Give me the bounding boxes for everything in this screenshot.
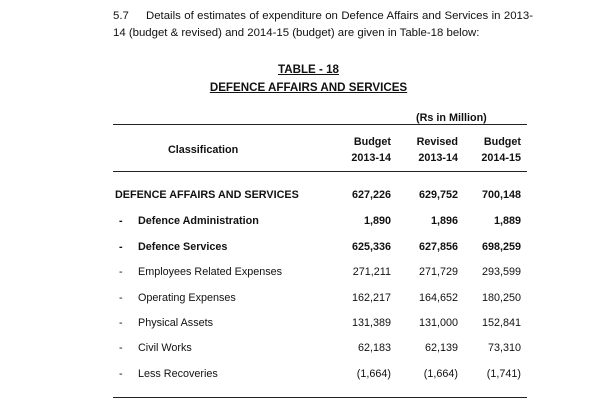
table-bottom-rule	[113, 397, 527, 398]
row-value-budget-2014-15: (1,741)	[486, 368, 521, 380]
header-revised-2013-14: Revised 2013-14	[416, 136, 458, 164]
row-value-budget-2013-14: 625,336	[351, 241, 391, 253]
row-value-revised-2013-14: 164,652	[418, 292, 458, 304]
header-budget-2013-14: Budget 2013-14	[351, 136, 391, 164]
row-label: Employees Related Expenses	[138, 266, 283, 278]
row-dash: -	[119, 292, 123, 304]
row-value-revised-2013-14: 131,000	[418, 317, 458, 329]
row-label: Defence Services	[138, 241, 228, 253]
table-row	[0, 241, 600, 257]
row-label: Civil Works	[138, 342, 192, 354]
paragraph-number: 5.7	[113, 10, 129, 22]
row-value-budget-2013-14: 131,389	[351, 317, 391, 329]
row-value-budget-2013-14: 1,890	[363, 215, 391, 227]
header-classification: Classification	[168, 144, 239, 156]
row-value-budget-2013-14: 162,217	[351, 292, 391, 304]
row-value-revised-2013-14: 629,752	[418, 189, 458, 201]
row-value-budget-2013-14: 62,183	[357, 342, 391, 354]
table-row	[0, 189, 600, 205]
header-bottom-rule	[113, 171, 527, 172]
row-label: DEFENCE AFFAIRS AND SERVICES	[115, 189, 299, 201]
intro-paragraph	[113, 8, 533, 42]
row-dash: -	[119, 342, 123, 354]
row-dash: -	[119, 368, 123, 380]
row-value-budget-2014-15: 1,889	[493, 215, 521, 227]
row-dash: -	[119, 266, 123, 278]
row-value-budget-2014-15: 293,599	[481, 266, 521, 278]
row-value-budget-2013-14: 627,226	[351, 189, 391, 201]
table-row	[0, 266, 600, 282]
paragraph-text: Details of estimates of expenditure on Defence Affairs and Services in 2013-14 (budget & revised) and 2014-15 (budget) are given in Table-18 below:	[113, 10, 533, 39]
table-subtitle: DEFENCE AFFAIRS AND SERVICES	[209, 81, 408, 94]
table-row	[0, 215, 600, 231]
unit-label: (Rs in Million)	[416, 112, 487, 124]
row-value-budget-2014-15: 73,310	[487, 342, 521, 354]
row-value-revised-2013-14: 627,856	[418, 241, 458, 253]
table-top-rule	[113, 124, 527, 125]
row-value-revised-2013-14: 62,139	[424, 342, 458, 354]
row-value-revised-2013-14: (1,664)	[423, 368, 458, 380]
row-dash: -	[119, 215, 123, 227]
row-value-budget-2013-14: (1,664)	[356, 368, 391, 380]
row-value-budget-2014-15: 152,841	[481, 317, 521, 329]
table-row	[0, 342, 600, 358]
table-row	[0, 317, 600, 333]
row-value-budget-2013-14: 271,211	[352, 266, 391, 278]
row-label: Defence Administration	[138, 215, 259, 227]
row-label: Less Recoveries	[138, 368, 218, 380]
row-value-budget-2014-15: 180,250	[481, 292, 521, 304]
row-value-revised-2013-14: 1,896	[430, 215, 458, 227]
row-value-budget-2014-15: 698,259	[481, 241, 521, 253]
row-value-budget-2014-15: 700,148	[481, 189, 521, 201]
row-value-revised-2013-14: 271,729	[418, 266, 458, 278]
table-row	[0, 368, 600, 384]
row-label: Physical Assets	[138, 317, 214, 329]
row-dash: -	[119, 241, 123, 253]
header-budget-2014-15: Budget 2014-15	[481, 136, 521, 164]
row-label: Operating Expenses	[138, 292, 236, 304]
table-row	[0, 292, 600, 308]
table-title: TABLE - 18	[278, 63, 339, 76]
row-dash: -	[119, 317, 123, 329]
